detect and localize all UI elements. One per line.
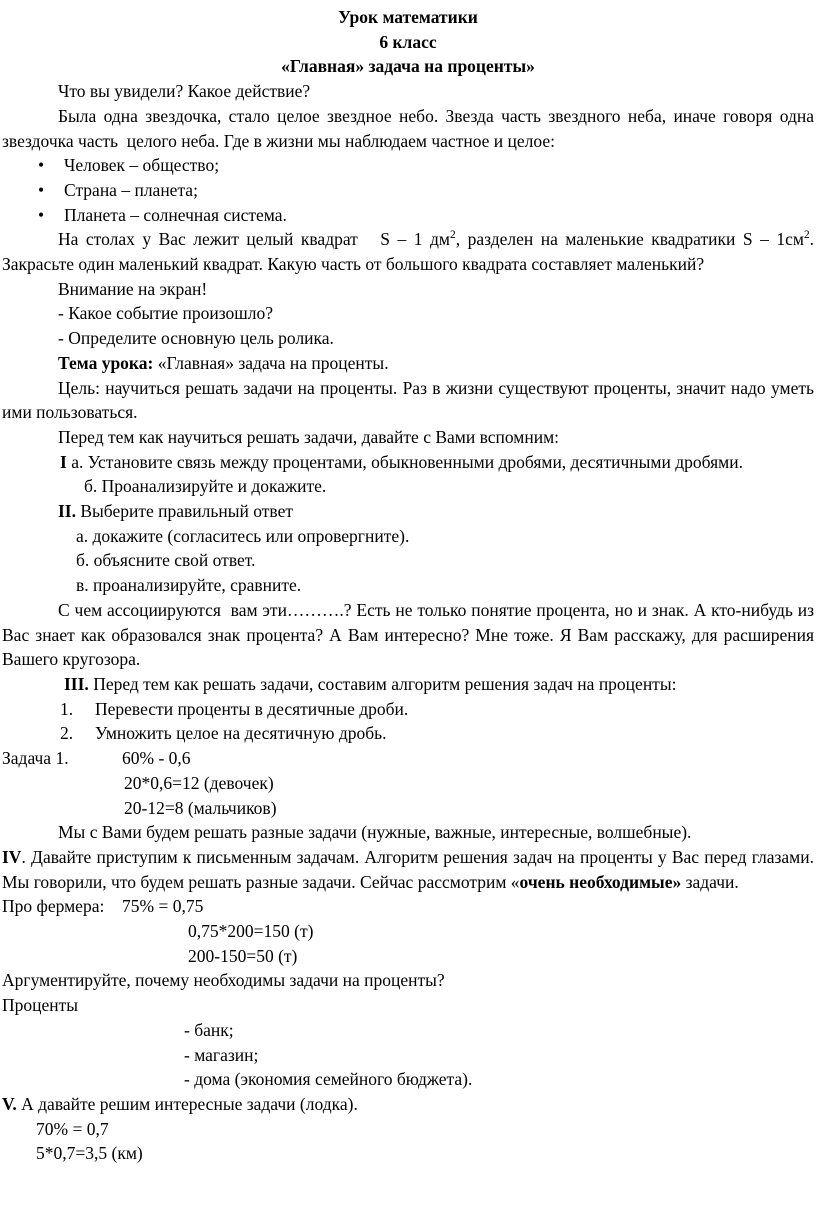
text-run: V. [2, 1093, 17, 1114]
text-run: - банк; [184, 1019, 234, 1040]
text-run: Перевести проценты в десятичные дроби. [95, 698, 409, 719]
text-run: 70% = 0,7 [36, 1118, 109, 1139]
text-run: Проценты [2, 995, 79, 1016]
paragraph [2, 104, 814, 153]
text-run: Перед тем как решать задачи, составим алгоритм решения задач на проценты: [88, 673, 677, 694]
text-run: Аргументируйте, почему необходимы задачи на проценты? [2, 970, 445, 991]
text-run: - дома (экономия семейного бюджета). [184, 1069, 473, 1090]
paragraph [2, 993, 814, 1018]
paragraph [2, 746, 814, 771]
paragraph [2, 79, 814, 104]
paragraph [2, 548, 814, 573]
paragraph [2, 721, 814, 746]
paragraph [2, 894, 814, 919]
bullet-marker: • [38, 155, 45, 176]
paragraph [2, 573, 814, 598]
superscript-run: 2 [450, 229, 456, 242]
paragraph [2, 598, 814, 672]
paragraph [2, 1067, 814, 1092]
text-run: . Закрасьте один маленький квадрат. Какую часть от большого квадрата составляет маленький? [2, 229, 814, 275]
doc-title-line-2 [2, 30, 814, 55]
paragraph [2, 450, 814, 475]
paragraph [2, 524, 814, 549]
paragraph [2, 1141, 814, 1166]
text-run: Человек – общество; [64, 155, 220, 176]
text-run: А давайте решим интересные задачи (лодка). [16, 1093, 358, 1114]
text-run: в. проанализируйте, сравните. [76, 575, 302, 596]
paragraph [2, 474, 814, 499]
text-run: 200-150=50 (т) [188, 945, 298, 966]
text-run: очень необходимые» [519, 871, 682, 892]
text-run: Про фермера: [2, 896, 105, 917]
paragraph [2, 227, 814, 276]
bullet-marker: • [38, 179, 45, 200]
text-run: IV [2, 846, 22, 867]
text-run: Урок математики [338, 7, 478, 27]
paragraph [2, 820, 814, 845]
paragraph [2, 944, 814, 969]
paragraph [2, 672, 814, 697]
paragraph [2, 203, 814, 228]
text-run: - Определите основную цель ролика. [58, 328, 334, 349]
text-run: Перед тем как научиться решать задачи, давайте с Вами вспомним: [58, 426, 560, 447]
text-run: 20*0,6=12 (девочек) [124, 772, 274, 793]
text-run: III. [64, 673, 89, 694]
text-run: 20-12=8 (мальчиков) [124, 797, 277, 818]
paragraph [2, 351, 814, 376]
text-run: I [60, 451, 67, 472]
text-run: Цель: научиться решать задачи на проценты. Раз в жизни существуют проценты, значит надо уметь ими пользоваться. [2, 377, 814, 423]
text-run: Страна – планета; [64, 179, 198, 200]
text-run: - Какое событие произошло? [58, 303, 273, 324]
paragraph [2, 178, 814, 203]
text-run: 0,75*200=150 (т) [188, 921, 314, 942]
text-run: Была одна звездочка, стало целое звездное небо. Звезда часть звездного неба, иначе говоря одна звездочка часть целого неба. Где в жизни мы наблюдаем частное и целое: [2, 105, 814, 151]
text-run: 60% - 0,6 [122, 748, 191, 769]
paragraph [2, 1018, 814, 1043]
number-marker: 1. [60, 698, 74, 719]
text-run: , разделен на маленькие квадратики S – 1см [455, 229, 804, 250]
paragraph [2, 326, 814, 351]
text-run: Задача 1. [2, 748, 69, 769]
paragraph [2, 153, 814, 178]
text-run: С чем ассоциируются вам эти……….? Есть не только понятие процента, но и знак. А кто-нибудь из Вас знает как образовался знак процента? А Вам интересно? Мне тоже. Я Вам расскажу, для расширения Вашего кругозора. [2, 599, 814, 670]
paragraph [2, 697, 814, 722]
doc-title-line-1 [2, 5, 814, 30]
doc-title-line-3 [2, 54, 814, 79]
paragraph [2, 796, 814, 821]
paragraph [2, 919, 814, 944]
text-run: 5*0,7=3,5 (км) [36, 1143, 143, 1164]
text-run: задачи. [681, 871, 739, 892]
text-run: . Давайте приступим к письменным задачам. Алгоритм решения задач на проценты у Вас перед глазами. Мы говорили, что будем решать разные задачи. Сейчас рассмотрим « [2, 846, 814, 892]
paragraph [2, 425, 814, 450]
text-run: Мы с Вами будем решать разные задачи (нужные, важные, интересные, волшебные). [58, 822, 692, 843]
text-run: б. Проанализируйте и докажите. [84, 476, 327, 497]
superscript-run: 2 [803, 229, 810, 242]
paragraph [2, 1117, 814, 1142]
text-run: Планета – солнечная система. [64, 204, 287, 225]
paragraph [2, 1043, 814, 1068]
text-run: Тема урока: [58, 352, 158, 373]
text-run: Что вы увидели? Какое действие? [58, 81, 311, 102]
paragraph [2, 499, 814, 524]
paragraph [2, 301, 814, 326]
paragraph [2, 968, 814, 993]
paragraph [2, 1092, 814, 1117]
text-run: а. докажите (согласитесь или опровергните). [76, 525, 410, 546]
text-run: II. [58, 501, 76, 522]
text-run: Умножить целое на десятичную дробь. [95, 723, 387, 744]
number-marker: 2. [60, 723, 74, 744]
text-run: На столах у Вас лежит целый квадрат S – 1 дм [58, 229, 451, 250]
paragraph [2, 845, 814, 894]
text-run: - магазин; [184, 1044, 259, 1065]
paragraph [2, 277, 814, 302]
text-run: «Главная» задача на проценты. [157, 352, 389, 373]
bullet-marker: • [38, 204, 45, 225]
text-run: а. Установите связь между процентами, обыкновенными дробями, десятичными дробями. [66, 451, 743, 472]
text-run: 75% = 0,75 [122, 896, 204, 917]
text-run: «Главная» задача на проценты» [281, 56, 535, 77]
text-run: 6 класс [379, 31, 437, 52]
text-run: Внимание на экран! [58, 278, 208, 299]
text-run: Выберите правильный ответ [76, 501, 293, 522]
paragraph [2, 376, 814, 425]
paragraph [2, 771, 814, 796]
text-run: б. объясните свой ответ. [76, 550, 256, 571]
